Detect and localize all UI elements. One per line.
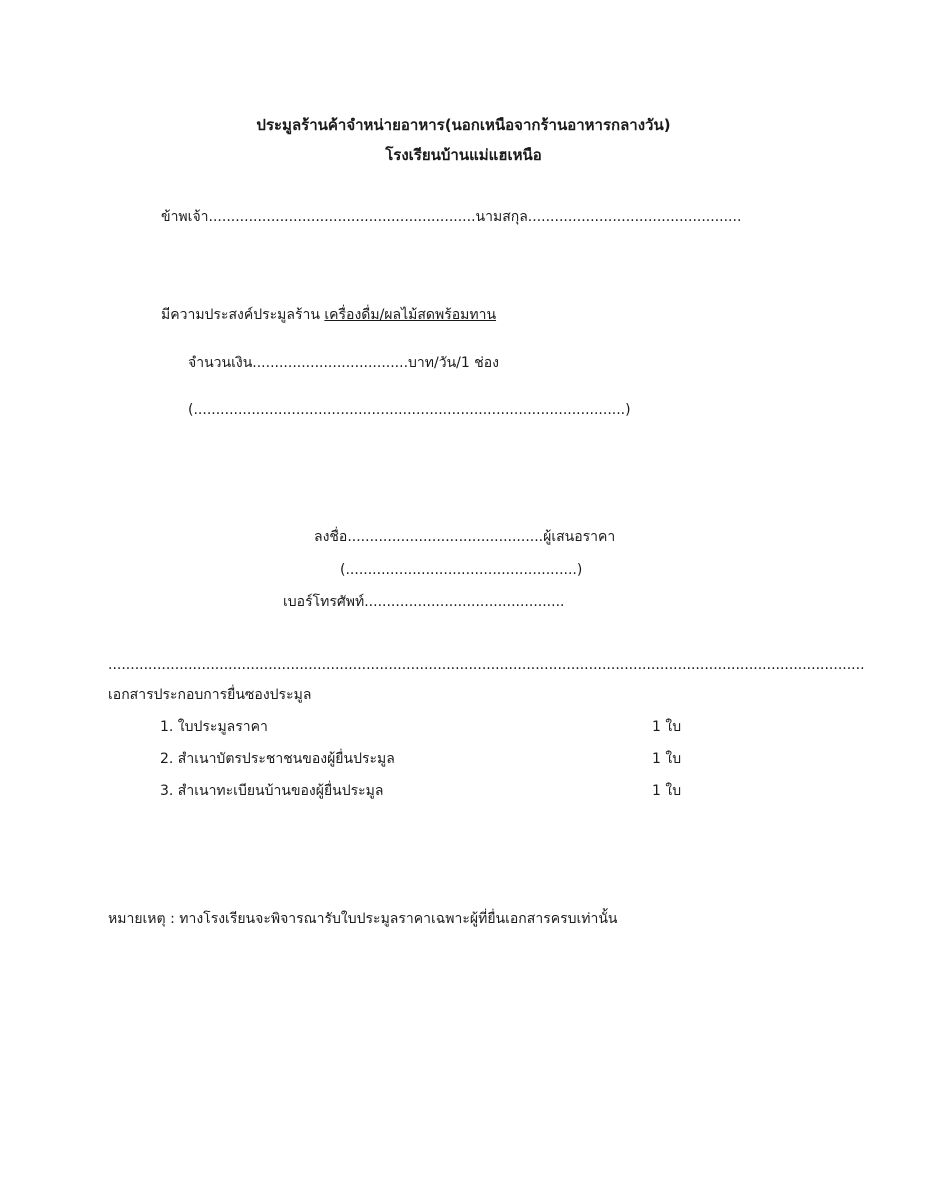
school-name: โรงเรียนบ้านแม่แฮเหนือ	[385, 146, 542, 164]
signature-label: ลงชื่อ	[314, 529, 348, 545]
separator-dots: ..........................................................................................................................................................................	[108, 657, 865, 673]
document-item-label: 2. สำเนาบัตรประชาชนของผู้ยื่นประมูล	[160, 751, 395, 767]
document-item-qty: 1 ใบ	[652, 783, 682, 799]
signature-role: ผู้เสนอราคา	[543, 529, 616, 545]
amount-label: จำนวนเงิน	[188, 355, 253, 371]
documents-heading: เอกสารประกอบการยื่นซองประมูล	[108, 687, 312, 703]
amount-unit: .บาท/วัน/1 ช่อง	[403, 355, 499, 371]
shop-type: เครื่องดื่ม/ผลไม้สดพร้อมทาน	[324, 307, 497, 323]
surname-blank: ................................................	[527, 209, 742, 225]
phone-label: เบอร์โทรศัพท์	[283, 594, 365, 610]
phone-blank: .............................................	[364, 594, 565, 610]
intent-line	[161, 308, 496, 322]
intent-prefix: มีความประสงค์ประมูลร้าน	[161, 307, 325, 323]
amount-line	[188, 356, 499, 370]
name-label: ข้าพเจ้า	[161, 209, 209, 225]
amount-blank: ..................................	[252, 355, 404, 371]
document-item-qty: 1 ใบ	[652, 751, 682, 767]
document-item-label: 3. สำเนาทะเบียนบ้านของผู้ยื่นประมูล	[160, 783, 384, 799]
name-blank: ............................................................	[208, 209, 476, 225]
signature-line	[314, 530, 615, 544]
surname-label: นามสกุล	[475, 209, 528, 225]
signature-blank: ............................................	[347, 529, 544, 545]
amount-text-blank: (.................................................................................................)	[188, 402, 631, 418]
applicant-line	[161, 210, 741, 224]
phone-line	[283, 595, 564, 609]
document-item-label: 1. ใบประมูลราคา	[160, 719, 268, 735]
note: หมายเหตุ : ทางโรงเรียนจะพิจารณารับใบประมูลราคาเฉพาะผู้ที่ยื่นเอกสารครบเท่านั้น	[108, 911, 618, 927]
document-item-qty: 1 ใบ	[652, 719, 682, 735]
document-title: ประมูลร้านค้าจำหน่ายอาหาร(นอกเหนือจากร้านอาหารกลางวัน)	[256, 116, 671, 134]
signature-name-blank: (....................................................)	[340, 562, 583, 578]
